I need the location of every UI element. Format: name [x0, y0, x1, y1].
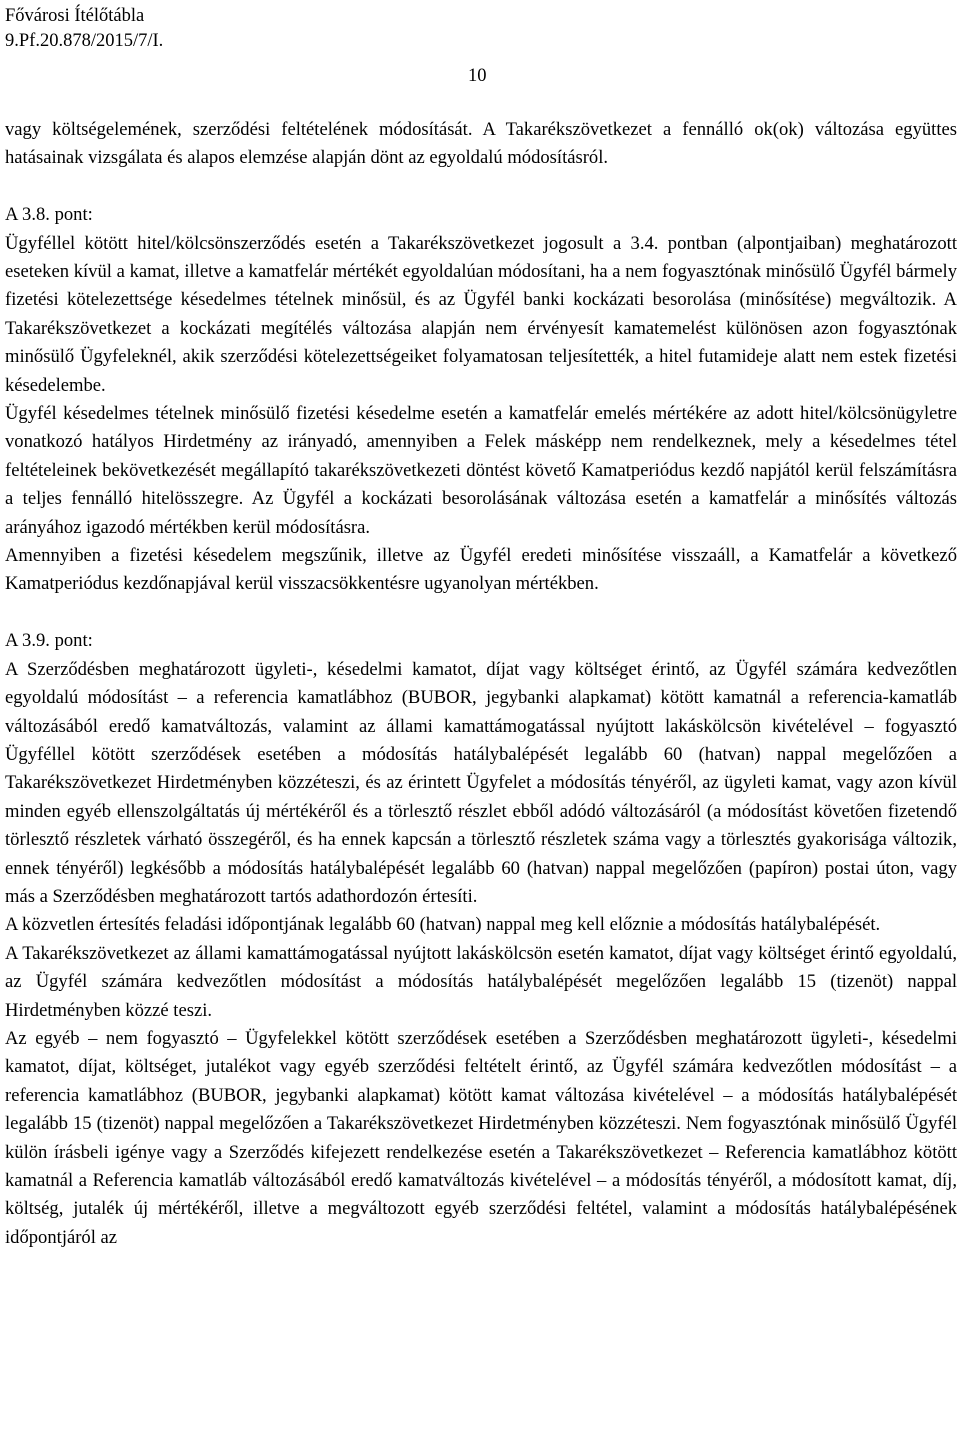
section-heading-3-8: A 3.8. pont: — [5, 204, 93, 226]
paragraph-3-9-other-clients: Az egyéb – nem fogyasztó – Ügyfelekkel kötött szerződések esetében a Szerződésben meghatározott ügyleti-, késedelmi kamatot, díjat, költséget, jutalékot vagy egyéb szerződési feltételt érintő, az Ügyfél számára kedvezőtlen módosítást – a referencia kamatlábhoz (BUBOR, jegybanki alapkamat) kötött kamat változása kivételével – a módosítás hatálybalépését legalább 15 (tizenöt) nappal megelőzően a Takarékszövetkezet Hirdetményben közzéteszi. Nem fogyasztónak minősülő Ügyfél külön írásbeli igénye vagy a Szerződés kifejezett rendelkezése esetén a Takarékszövetkezet – Referencia kamatlábhoz kötött kamatnál a Referencia kamatláb változásából eredő kamatváltozás kivételével – a módosítás tényéről, a módosított kamat, díj, költség, jutalék új mértékéről, illetve a megváltozott egyéb szerződési feltétel, valamint a módosítás hatálybalépésének időpontjáról az — [5, 1027, 957, 1248]
section-heading-3-9: A 3.9. pont: — [5, 630, 93, 652]
court-name: Fővárosi Ítélőtábla — [5, 6, 145, 26]
paragraph-3-9-consumer-notice: A Szerződésben meghatározott ügyleti-, késedelmi kamatot, díjat vagy költséget érintő, az Ügyfél számára kedvezőtlen egyoldalú módosítást – a referencia kamatlábhoz (BUBOR, jegybanki alapkamat) kötött kamatnál a referencia-kamatláb változásából eredő kamatváltozás, valamint az állami kamattámogatással nyújtott lakáskölcsön kivételével – fogyasztó Ügyféllel kötött szerződések esetében a módosítás hatálybalépését legalább 60 (hatvan) nappal megelőzően a Takarékszövetkezet Hirdetményben közzéteszi, és az érintett Ügyfelet a módosítás tényéről, az ügyleti kamat, vagy azon kívül minden egyéb ellenszolgáltatás új mértékéről és a törlesztő részlet ebből adódó változásáról (a módosítást követően fizetendő törlesztő részletek várható összegéről, és ha ennek kapcsán a törlesztő részletek száma vagy a törlesztés gyakorisága változik, ennek tényéről) legkésőbb a módosítás hatálybalépését legalább 60 (hatvan) nappal megelőzően (papíron) postai úton, vagy más a Szerződésben meghatározott tartós adathordozón értesíti. — [5, 658, 957, 907]
paragraph-3-9-direct-notice: A közvetlen értesítés feladási időpontjának legalább 60 (hatvan) nappal meg kell előznie a módosítás hatálybalépését. — [5, 914, 881, 936]
case-number: 9.Pf.20.878/2015/7/I. — [5, 31, 164, 51]
court-header — [5, 4, 957, 54]
page-number: 10 — [468, 66, 487, 86]
document-body — [5, 116, 957, 1252]
paragraph-3-8-restore: Amennyiben a fizetési késedelem megszűnik, illetve az Ügyfél eredeti minősítése visszaáll, a Kamatfelár a következő Kamatperiódus kezdőnapjával kerül visszacsökkentésre ugyanolyan mértékben. — [5, 545, 957, 595]
paragraph-3-9-housing-loan: A Takarékszövetkezet az állami kamattámogatással nyújtott lakáskölcsön esetén kamatot, díjat vagy költséget érintő egyoldalú, az Ügyfél számára kedvezőtlen módosítást a módosítás hatálybalépését megelőzően legalább 15 (tizenöt) nappal Hirdetményben közzé teszi. — [5, 942, 957, 1021]
paragraph-gap — [5, 599, 957, 627]
document-page — [5, 4, 957, 1436]
paragraph-3-8-rule: Ügyféllel kötött hitel/kölcsönszerződés esetén a Takarékszövetkezet jogosult a 3.4. pontban (alpontjaiban) meghatározott eseteken kívül a kamat, illetve a kamatfelár mértékét egyoldalúan módosítani, ha a nem fogyasztónak minősülő Ügyfél bármely fizetési kötelezettsége késedelmes tételnek minősül, és az Ügyfél banki kockázati besorolása (minősítése) megváltozik. A Takarékszövetkezet a kockázati megítélés változása alapján nem érvényesít kamatemelést különösen azon fogyasztónak minősülő Ügyfeleknél, akik szerződési kötelezettségeiket folyamatosan teljesítették, a hitel futamideje alatt nem estek fizetési késedelembe. — [5, 232, 957, 396]
paragraph-gap — [5, 173, 957, 201]
paragraph-intro: vagy költségelemének, szerződési feltételének módosítását. A Takarékszövetkezet a fennálló ok(ok) változása együttes hatásainak vizsgálata és alapos elemzése alapján dönt az egyoldalú módosításról. — [5, 119, 957, 169]
paragraph-3-8-late-payment: Ügyfél késedelmes tételnek minősülő fizetési késedelme esetén a kamatfelár emelés mértékére az adott hitel/kölcsönügyletre vonatkozó hatályos Hirdetmény az irányadó, amennyiben a Felek másképp nem rendelkeznek, mely a késedelmes tétel feltételeinek bekövetkezését megállapító takarékszövetkezeti döntést követő Kamatperiódus kezdő napjától kerül felszámításra a teljes fennálló hitelösszegre. Az Ügyfél a kockázati besorolásának változása esetén a kamatfelár a minősítés változás arányához igazodó mértékben kerül módosításra. — [5, 403, 957, 538]
